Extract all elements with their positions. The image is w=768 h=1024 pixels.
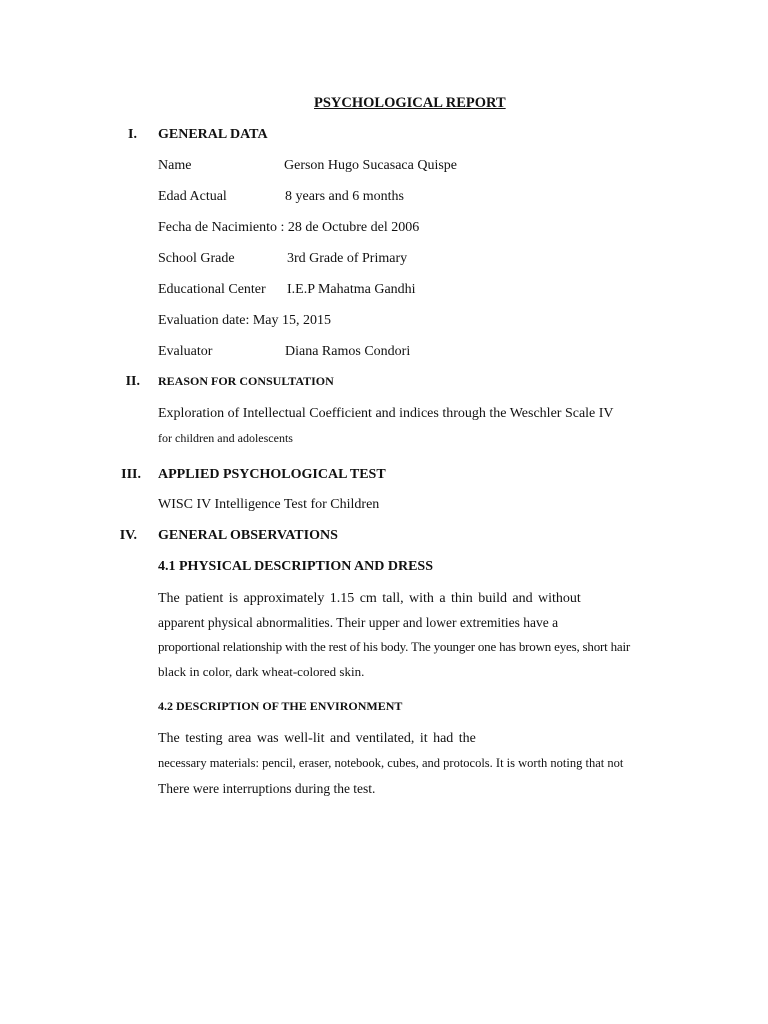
field-label-evaluator: Evaluator (158, 344, 213, 359)
word: approximately (243, 591, 325, 606)
field-evaluation-date: Evaluation date: May 15, 2015 (158, 313, 332, 328)
reason-line-1: Exploration of Intellectual Coefficient and indices through the Weschler Scale IV (158, 406, 614, 421)
subsection-heading-physical: 4.1 PHYSICAL DESCRIPTION AND DRESS (158, 559, 434, 574)
word: with (409, 591, 434, 606)
section-heading-reason: REASON FOR CONSULTATION (158, 374, 334, 388)
applied-test-text: WISC IV Intelligence Test for Children (158, 497, 380, 512)
field-value-grade: 3rd Grade of Primary (287, 251, 408, 266)
field-birthdate: Fecha de Nacimiento : 28 de Octubre del 2006 (158, 220, 420, 235)
word: ventilated, (355, 731, 415, 746)
word: and (329, 731, 351, 746)
physical-line-4: black in color, dark wheat-colored skin. (158, 664, 365, 679)
word: was (256, 731, 279, 746)
field-label-name: Name (158, 158, 192, 173)
word: thin (451, 591, 473, 606)
page-title: PSYCHOLOGICAL REPORT (314, 95, 506, 111)
word: well-lit (284, 731, 325, 746)
section-heading-applied-test: APPLIED PSYCHOLOGICAL TEST (158, 467, 386, 482)
word: The (158, 591, 180, 606)
word: cm (359, 591, 377, 606)
section-numeral-3: III. (121, 467, 141, 482)
field-value-age: 8 years and 6 months (285, 189, 404, 204)
field-value-evaluator: Diana Ramos Condori (285, 344, 411, 359)
word: a (439, 591, 446, 606)
word: is (228, 591, 239, 606)
field-value-school: I.E.P Mahatma Gandhi (287, 282, 416, 297)
field-label-grade: School Grade (158, 251, 235, 266)
word: patient (185, 591, 224, 606)
environment-line-2: necessary materials: pencil, eraser, notebook, cubes, and protocols. It is worth noting that not (158, 756, 624, 770)
field-value-name: Gerson Hugo Sucasaca Quispe (284, 158, 458, 173)
physical-line-3: proportional relationship with the rest of his body. The younger one has brown eyes, short hair (158, 639, 631, 654)
section-heading-general-data: GENERAL DATA (158, 127, 268, 142)
subsection-heading-environment: 4.2 DESCRIPTION OF THE ENVIRONMENT (158, 699, 403, 713)
word: area (228, 731, 252, 746)
field-label-school: Educational Center (158, 282, 266, 297)
environment-line-1 (158, 731, 476, 747)
word: the (458, 731, 476, 746)
reason-line-2: for children and adolescents (158, 431, 293, 445)
word: without (538, 591, 581, 606)
field-label-age: Edad Actual (158, 189, 227, 204)
physical-line-1 (158, 591, 581, 607)
word: tall, (382, 591, 404, 606)
word: had (433, 731, 454, 746)
word: it (419, 731, 428, 746)
word: and (512, 591, 533, 606)
environment-line-3: There were interruptions during the test. (158, 781, 376, 796)
section-numeral-2: II. (125, 374, 140, 389)
word: The (158, 731, 180, 746)
word: testing (185, 731, 223, 746)
section-heading-observations: GENERAL OBSERVATIONS (158, 528, 338, 543)
section-numeral-1: I. (128, 127, 137, 142)
word: 1.15 (329, 591, 355, 606)
section-numeral-4: IV. (119, 528, 137, 543)
word: build (478, 591, 507, 606)
physical-line-2: apparent physical abnormalities. Their upper and lower extremities have a (158, 615, 559, 630)
